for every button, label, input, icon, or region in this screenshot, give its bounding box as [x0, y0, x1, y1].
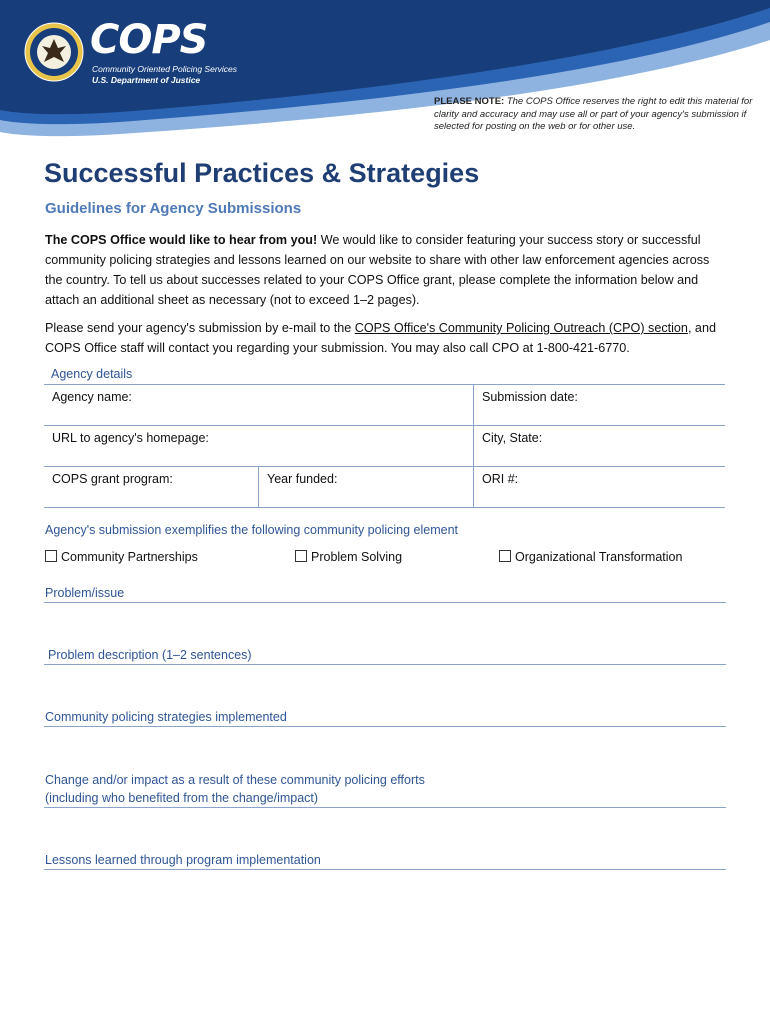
- strategies-label: Community policing strategies implemented: [45, 710, 287, 724]
- impact-field[interactable]: [44, 807, 726, 808]
- ori-field[interactable]: ORI #:: [473, 467, 725, 507]
- city-state-field[interactable]: City, State:: [473, 426, 725, 466]
- logo-line-2: U.S. Department of Justice: [92, 75, 201, 85]
- intro-body: We would like to consider featuring your success story or successful community policing strategies and lessons learned on our website to share with other law enforcement agencies across the country. To tell us about successes related to your COPS Office grant, please complete the information below and attach an additional sheet as necessary (not to exceed 1–2 pages).: [45, 233, 710, 307]
- contact-before: Please send your agency's submission by e-mail to the: [45, 321, 355, 335]
- logo-subtitle: [92, 64, 237, 86]
- impact-label: [45, 771, 425, 807]
- problem-issue-label: Problem/issue: [45, 586, 125, 600]
- problem-description-field[interactable]: [44, 664, 726, 665]
- contact-paragraph: [45, 318, 730, 358]
- problem-issue-field[interactable]: [44, 602, 726, 603]
- agency-row-1: [44, 385, 725, 426]
- agency-row-2: [44, 426, 725, 467]
- checkbox-label: Problem Solving: [311, 550, 403, 564]
- checkbox-icon: [499, 550, 511, 562]
- checkbox-label: Community Partnerships: [61, 550, 198, 564]
- page-title: Successful Practices & Strategies: [44, 158, 480, 188]
- lessons-field[interactable]: [44, 869, 726, 870]
- agency-details-table: [44, 384, 725, 508]
- grant-program-field[interactable]: COPS grant program:: [52, 472, 173, 486]
- lessons-label: Lessons learned through program implementation: [45, 853, 321, 867]
- agency-row-3: [44, 467, 725, 508]
- intro-lead: The COPS Office would like to hear from you!: [45, 233, 318, 247]
- submission-date-field[interactable]: Submission date:: [473, 385, 725, 425]
- checkbox-community-partnerships[interactable]: [45, 550, 198, 564]
- contact-after: , and COPS Office staff will contact you regarding your submission. You may also call CPO at 1-800-421-6770.: [45, 321, 716, 355]
- checkbox-icon: [45, 550, 57, 562]
- logo-line-1: Community Oriented Policing Services: [92, 64, 238, 74]
- doj-seal-icon: [24, 22, 84, 82]
- checkbox-organizational-transformation[interactable]: [499, 550, 682, 564]
- please-note: [434, 96, 764, 134]
- checkbox-label: Organizational Transformation: [515, 550, 683, 564]
- checkbox-icon: [295, 550, 307, 562]
- please-note-label: PLEASE NOTE:: [434, 96, 505, 107]
- checkbox-problem-solving[interactable]: [295, 550, 402, 564]
- impact-label-line-2: (including who benefited from the change/impact): [45, 791, 319, 805]
- intro-paragraph: [45, 230, 730, 310]
- cpo-link[interactable]: COPS Office's Community Policing Outreach (CPO) section: [354, 321, 688, 335]
- element-section-label: Agency's submission exemplifies the following community policing element: [45, 523, 458, 537]
- cops-logo: COPS: [90, 17, 208, 63]
- homepage-url-field[interactable]: URL to agency's homepage:: [52, 431, 209, 445]
- impact-label-line-1: Change and/or impact as a result of these community policing efforts: [45, 773, 425, 787]
- please-note-text: The COPS Office reserves the right to edit this material for clarity and accuracy and may use all or part of your agency's submission if selected for posting on the web or for other use.: [434, 96, 753, 132]
- strategies-field[interactable]: [44, 726, 726, 727]
- year-funded-field[interactable]: Year funded:: [258, 467, 473, 507]
- agency-name-field[interactable]: Agency name:: [52, 390, 132, 404]
- page-subtitle: Guidelines for Agency Submissions: [45, 200, 302, 217]
- agency-details-label: Agency details: [51, 367, 133, 381]
- problem-description-label: Problem description (1–2 sentences): [48, 648, 252, 662]
